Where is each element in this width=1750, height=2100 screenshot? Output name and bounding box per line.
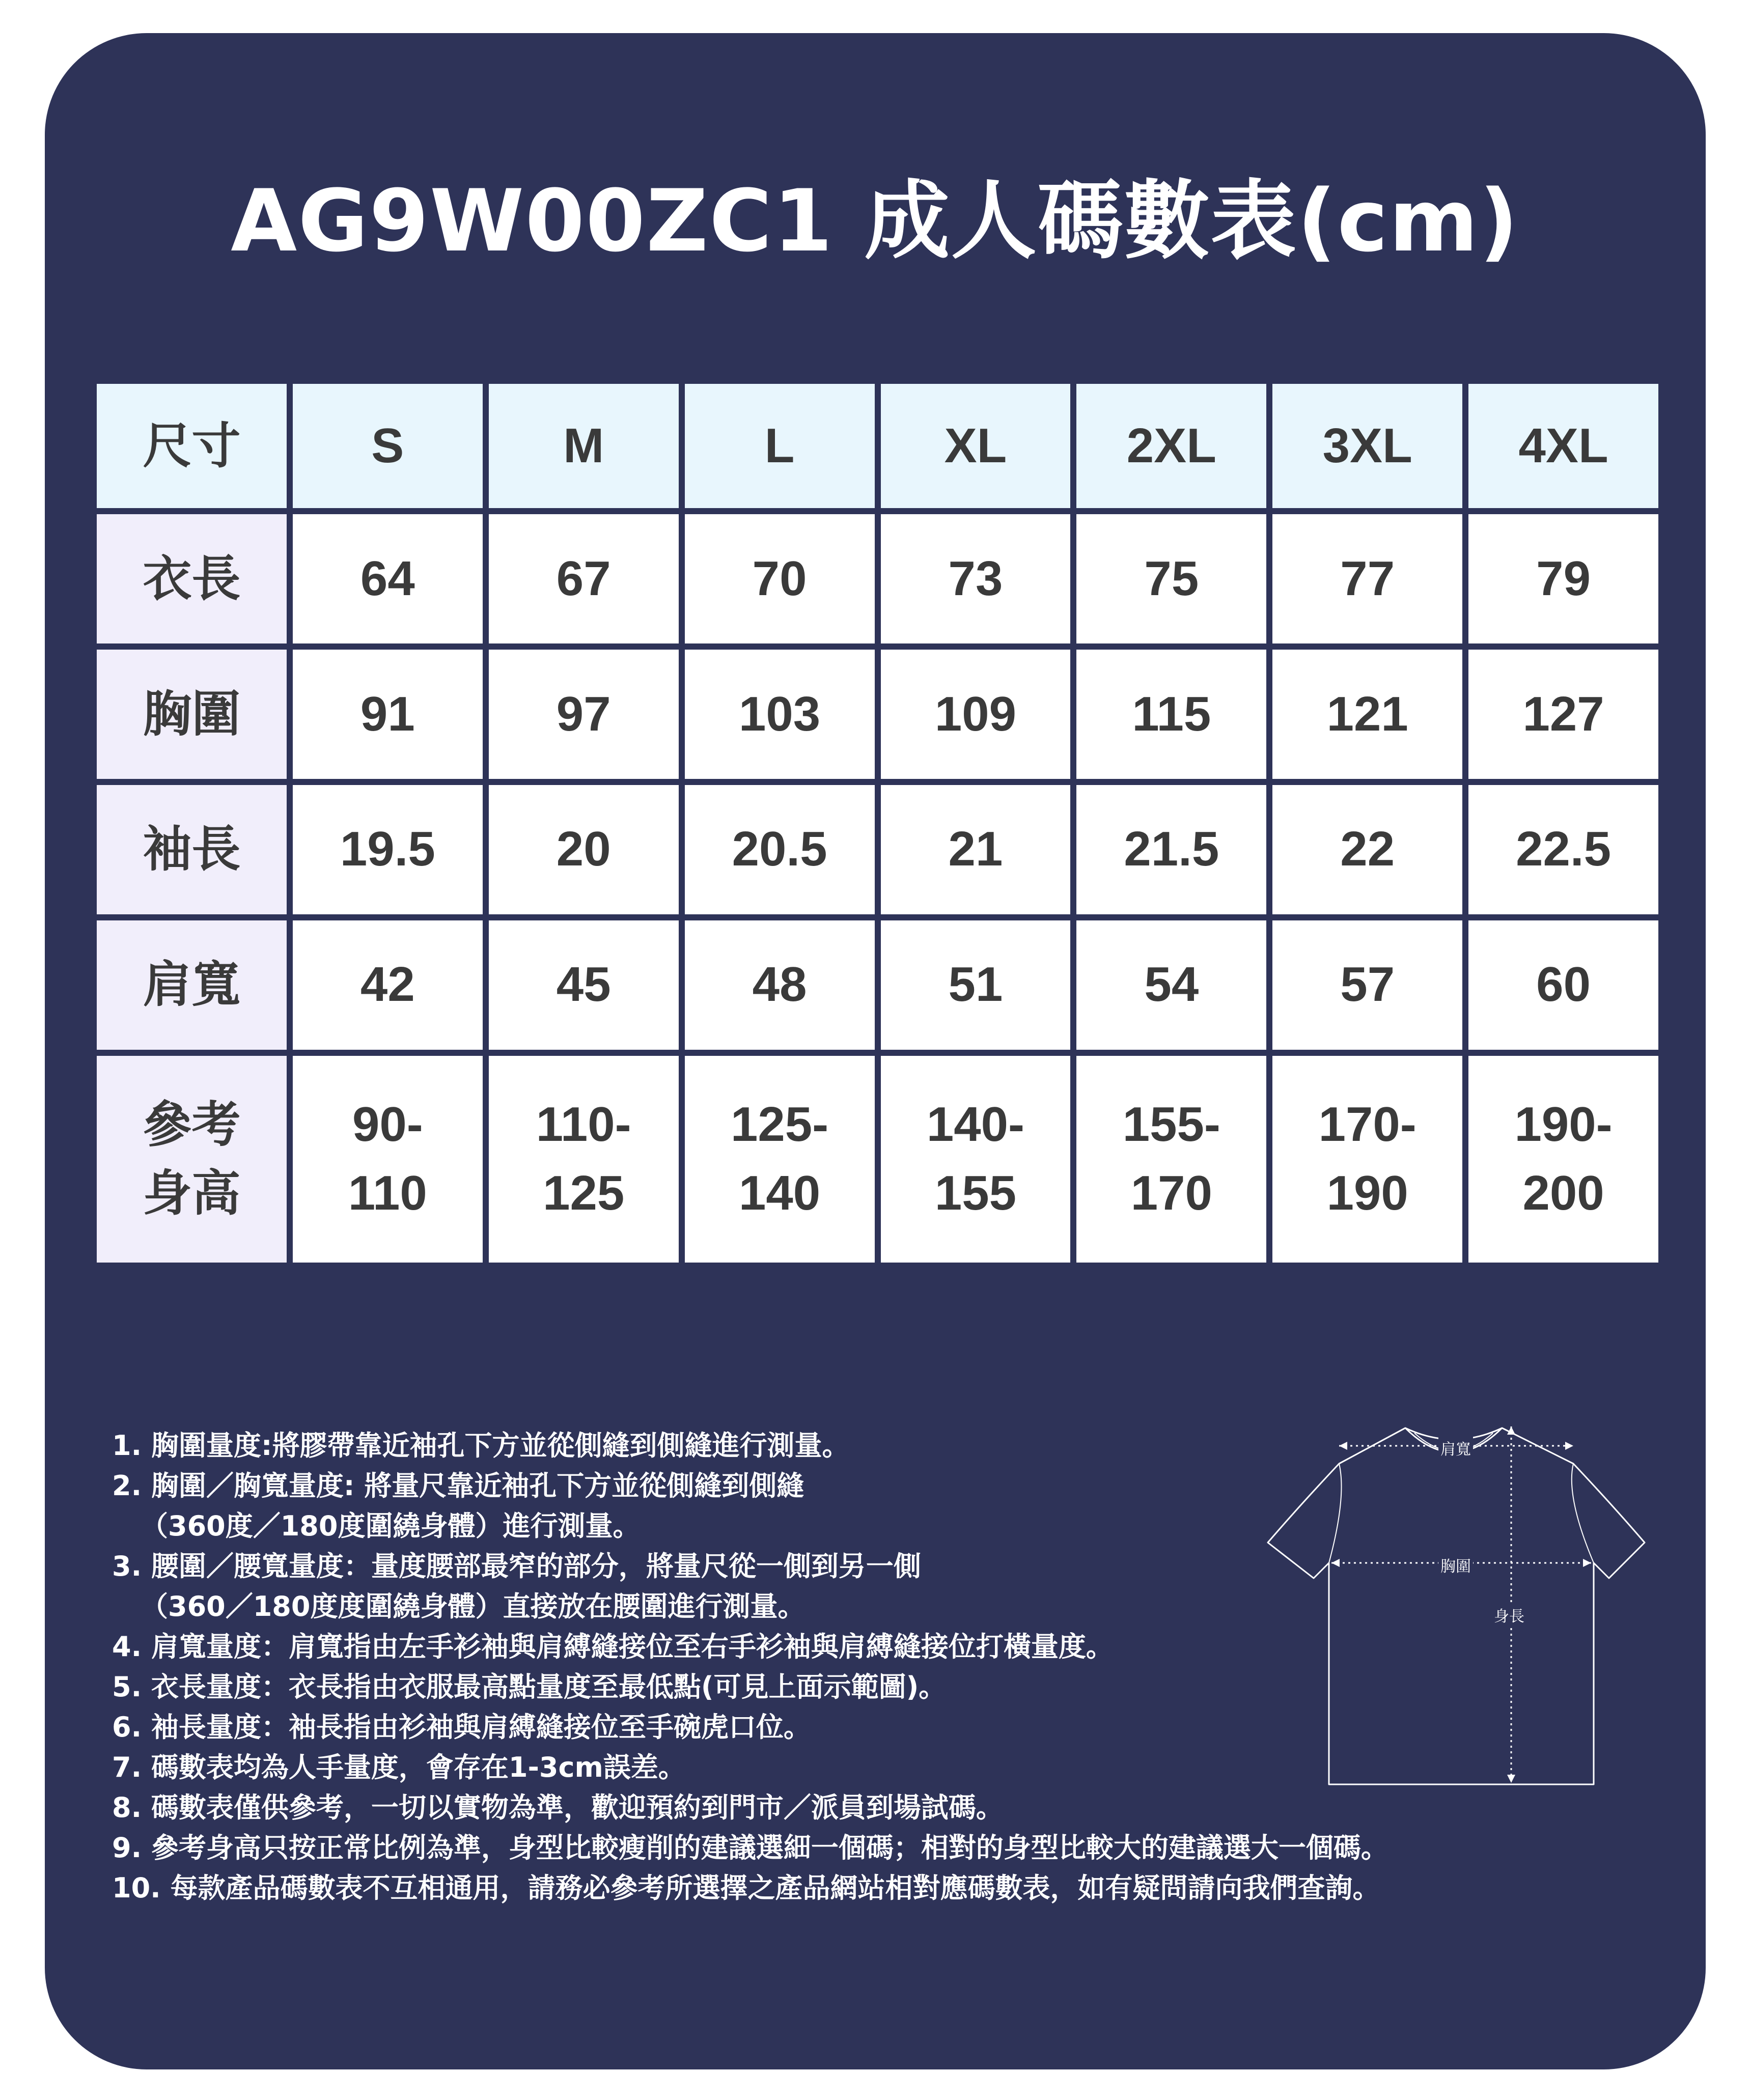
table-cell: 60: [1468, 920, 1658, 1050]
cell-line: 125: [543, 1165, 625, 1220]
table-cell: 97: [489, 650, 679, 779]
table-cell: 75: [1076, 514, 1266, 643]
table-cell: 73: [881, 514, 1071, 643]
table-cell: 70: [685, 514, 875, 643]
table-cell: 51: [881, 920, 1071, 1050]
note-item: 10. 每款產品碼數表不互相通用，請務必參考所選擇之產品網站相對應碼數表，如有疑問請向我們查詢。: [112, 1872, 1380, 1904]
table-cell: 42: [293, 920, 483, 1050]
row-label: 胸圍: [97, 650, 287, 779]
table-cell: 79: [1468, 514, 1658, 643]
table-cell: 127: [1468, 650, 1658, 779]
diagram-label-length: 身長: [1492, 1604, 1526, 1626]
header-cell-xl: XL: [881, 384, 1071, 508]
cell-line: 110-: [536, 1097, 631, 1152]
table-cell: 22.5: [1468, 785, 1658, 914]
table-cell: [1076, 1056, 1266, 1263]
table-cell: 48: [685, 920, 875, 1050]
table-cell: [1468, 1056, 1658, 1263]
table-row-shoulder-width: [97, 920, 1658, 1050]
header-cell-size: 尺寸: [97, 384, 287, 508]
note-item: 2. 胸圍／胸寬量度: 將量尺靠近袖孔下方並從側縫到側縫: [112, 1470, 804, 1502]
note-item: 8. 碼數表僅供參考，一切以實物為準，歡迎預約到門市／派員到場試碼。: [112, 1791, 1004, 1824]
header-cell-4xl: 4XL: [1468, 384, 1658, 508]
header-cell-s: S: [293, 384, 483, 508]
table-row-body-length: [97, 514, 1658, 643]
table-cell: 54: [1076, 920, 1266, 1050]
table-cell: [1272, 1056, 1462, 1263]
table-row-reference-height: [97, 1056, 1658, 1263]
cell-line: 90-: [352, 1097, 423, 1152]
table-cell: 121: [1272, 650, 1462, 779]
table-cell: 45: [489, 920, 679, 1050]
cell-line: 155: [934, 1165, 1017, 1220]
table-cell: [881, 1056, 1071, 1263]
table-cell: [489, 1056, 679, 1263]
table-row-sleeve-length: [97, 785, 1658, 914]
diagram-label-shoulder: 肩寬: [1438, 1437, 1473, 1459]
header-cell-2xl: 2XL: [1076, 384, 1266, 508]
note-item: 6. 袖長量度：袖長指由衫袖與肩縛縫接位至手碗虎口位。: [112, 1711, 811, 1743]
row-label: [97, 1056, 287, 1263]
table-cell: 20: [489, 785, 679, 914]
cell-line: 170: [1130, 1165, 1212, 1220]
cell-line: 170-: [1318, 1097, 1416, 1152]
note-item: （360／180度度圍繞身體）直接放在腰圍進行測量。: [141, 1590, 805, 1622]
size-table: [91, 378, 1664, 1269]
header-cell-m: M: [489, 384, 679, 508]
header-cell-l: L: [685, 384, 875, 508]
cell-line: 110: [348, 1165, 427, 1220]
row-label: 衣長: [97, 514, 287, 643]
table-cell: 115: [1076, 650, 1266, 779]
table-cell: 21.5: [1076, 785, 1266, 914]
header-cell-3xl: 3XL: [1272, 384, 1462, 508]
cell-line: 190: [1326, 1165, 1408, 1220]
note-item: 7. 碼數表均為人手量度，會存在1-3cm誤差。: [112, 1751, 686, 1783]
cell-line: 155-: [1122, 1097, 1220, 1152]
table-cell: 22: [1272, 785, 1462, 914]
table-row-chest: [97, 650, 1658, 779]
table-cell: 103: [685, 650, 875, 779]
cell-line: 125-: [730, 1097, 829, 1152]
table-cell: [685, 1056, 875, 1263]
table-cell: 20.5: [685, 785, 875, 914]
row-label-line: 身高: [143, 1164, 241, 1222]
page-title: AG9W00ZC1 成人碼數表(cm): [231, 171, 1519, 271]
cell-line: 140: [738, 1165, 821, 1220]
table-cell: 109: [881, 650, 1071, 779]
table-cell: 57: [1272, 920, 1462, 1050]
diagram-label-chest: 胸圍: [1438, 1554, 1473, 1576]
row-label: 袖長: [97, 785, 287, 914]
cell-line: 200: [1522, 1165, 1604, 1220]
table-cell: 64: [293, 514, 483, 643]
table-cell: 21: [881, 785, 1071, 914]
table-cell: 91: [293, 650, 483, 779]
table-cell: 19.5: [293, 785, 483, 914]
note-item: 3. 腰圍／腰寬量度：量度腰部最窄的部分，將量尺從一側到另一側: [112, 1550, 921, 1582]
table-cell: 77: [1272, 514, 1462, 643]
row-label-line: 參考: [143, 1096, 241, 1154]
cell-line: 190-: [1514, 1097, 1613, 1152]
note-item: 5. 衣長量度：衣長指由衣服最高點量度至最低點(可見上面示範圖)。: [112, 1671, 947, 1703]
tshirt-measurement-diagram: [1242, 1415, 1665, 1802]
note-item: 1. 胸圍量度:將膠帶靠近袖孔下方並從側縫到側縫進行測量。: [112, 1430, 850, 1462]
tshirt-icon: [1242, 1415, 1665, 1802]
row-label: 肩寬: [97, 920, 287, 1050]
note-item: 9. 參考身高只按正常比例為準，身型比較瘦削的建議選細一個碼；相對的身型比較大的建議選大一個碼。: [112, 1832, 1388, 1864]
table-header-row: [97, 384, 1658, 508]
note-item: 4. 肩寬量度：肩寬指由左手衫袖與肩縛縫接位至右手衫袖與肩縛縫接位打橫量度。: [112, 1631, 1114, 1663]
table-cell: 67: [489, 514, 679, 643]
cell-line: 140-: [926, 1097, 1024, 1152]
table-cell: [293, 1056, 483, 1263]
note-item: （360度／180度圍繞身體）進行測量。: [141, 1510, 641, 1542]
